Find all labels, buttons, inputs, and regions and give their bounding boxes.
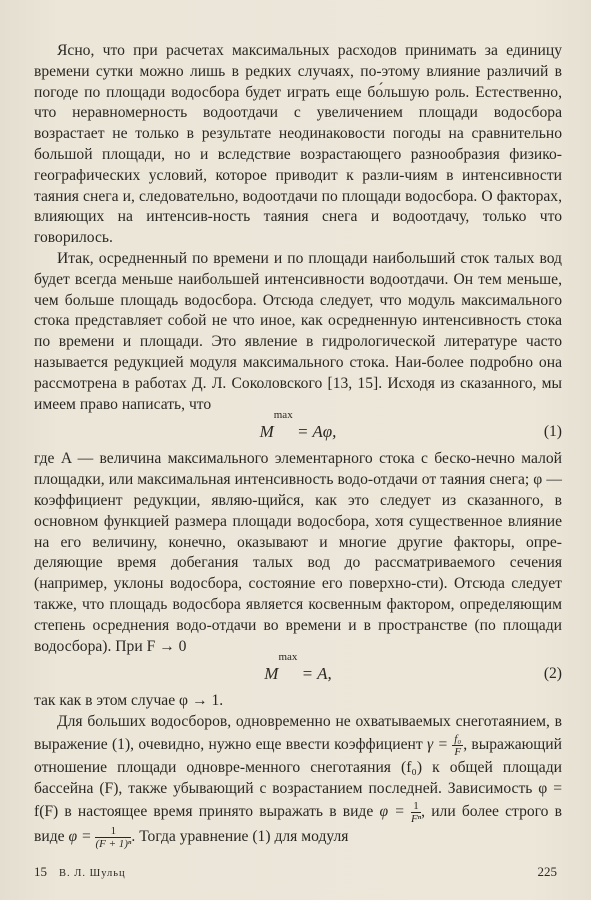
fraction-phi-1-num: 1 <box>411 800 421 813</box>
body-text <box>34 41 562 850</box>
page-footer <box>34 864 557 880</box>
fraction-gamma <box>452 733 463 758</box>
page-number: 225 <box>537 864 557 879</box>
paragraph-5-part3: , или более строго в виде <box>34 802 562 845</box>
paragraph-5-part2: , выражающий отношение площади одновре-менного снеготаяния (f₀) к общей площади бассейна (F), также убывающий с возрастанием последней. Зависимость φ = f(F) в настоящее время принято выражать в виде <box>34 735 562 820</box>
equation-1-number: (1) <box>543 423 562 441</box>
fraction-phi-1-den: Fⁿ <box>410 812 422 825</box>
paragraph-3: где A — величина максимального элементарного стока с беско-нечно малой площадки, или максимальная интенсивность водо-отдачи от таяния снега; φ — коэффициент редукции, являю-щийся, как это следует из сказанного, в основном функцией размера площади водосбора, хотя существенное влияние на его величину, конечно, оказывают и многие другие факторы, опре-деляющие время добегания талых вод до рассматриваемого сечения (например, уклоны водосбора, состояние его поверхно-сти). Отсюда следует также, что площадь водосбора является косвенным фактором, определяющим степень осреднения водо-отдачи во времени и в пространстве (по площади водосбора). При F → 0 <box>34 450 562 655</box>
gamma-label: γ = <box>427 735 448 753</box>
equation-1 <box>34 409 562 449</box>
phi-label-1: φ = <box>379 802 405 820</box>
equation-1-rhs: = Aφ, <box>296 422 337 442</box>
equation-2-sub: max <box>278 651 298 664</box>
signature-number: 15 <box>34 864 47 879</box>
fraction-phi-2 <box>95 825 131 850</box>
equation-2-rhs: = A, <box>301 664 332 684</box>
equation-2-lhs: M <box>264 664 279 684</box>
paragraph-4: так как в этом случае φ → 1. <box>34 692 224 710</box>
fraction-gamma-den: F <box>454 745 462 758</box>
paragraph-5-part4: . Тогда уравнение (1) для модуля <box>131 827 349 845</box>
equation-1-sub: max <box>273 409 293 422</box>
signature <box>34 864 126 880</box>
fraction-phi-2-num: 1 <box>95 825 131 838</box>
fraction-phi-2-den: (F + 1)ⁿ <box>95 837 132 850</box>
paragraph-1: Ясно, что при расчетах максимальных расходов принимать за единицу времени сутки можно лишь в редких случаях, по-этому влияние различий в погоде по площади водосбора будет играть еще бо́льшую роль. Естественно, что неравномерность водоотдачи с увеличением площади водосбора возрастает не только в результате неодинаковости погоды на сравнительно большой площади, но и вследствие возрастающего разнообразия физико-географических условий, которое приводит к разли-чиям в интенсивности таяния снега и, следовательно, водоотдачи по площади водосбора. О факторах, влияющих на интенсив-ность таяния снега и водоотдачу, только что говорилось. <box>34 42 562 247</box>
equation-2-number: (2) <box>543 665 562 683</box>
phi-label-2: φ = <box>68 827 92 845</box>
equation-1-lhs: M <box>259 422 274 442</box>
paragraph-5-part1: Для больших водосборов, одновременно не охватываемых снеготаянием, в выражение (1), очевидно, нужно еще ввести коэффициент <box>34 713 562 753</box>
signature-author: В. Л. Шульц <box>59 868 126 879</box>
fraction-gamma-num: f₀ <box>454 732 462 745</box>
equation-2 <box>34 651 562 691</box>
fraction-phi-1 <box>411 800 421 825</box>
paragraph-2: Итак, осредненный по времени и по площади наибольший сток талых вод будет всегда меньше наибольшей интенсивности водоотдачи. Он тем меньше, чем больше площадь водосбора. Отсюда следует, что модуль максимального стока представляет собой не что иное, как осредненную интенсивность стока по времени и площади. Это явление в гидрологической литературе часто называется редукцией модуля максимального стока. Наи-более подробно она рассмотрена в работах Д. Л. Соколовского [13, 15]. Исходя из сказанного, мы имеем право написать, что <box>34 249 562 413</box>
paragraph-5 <box>34 712 562 849</box>
